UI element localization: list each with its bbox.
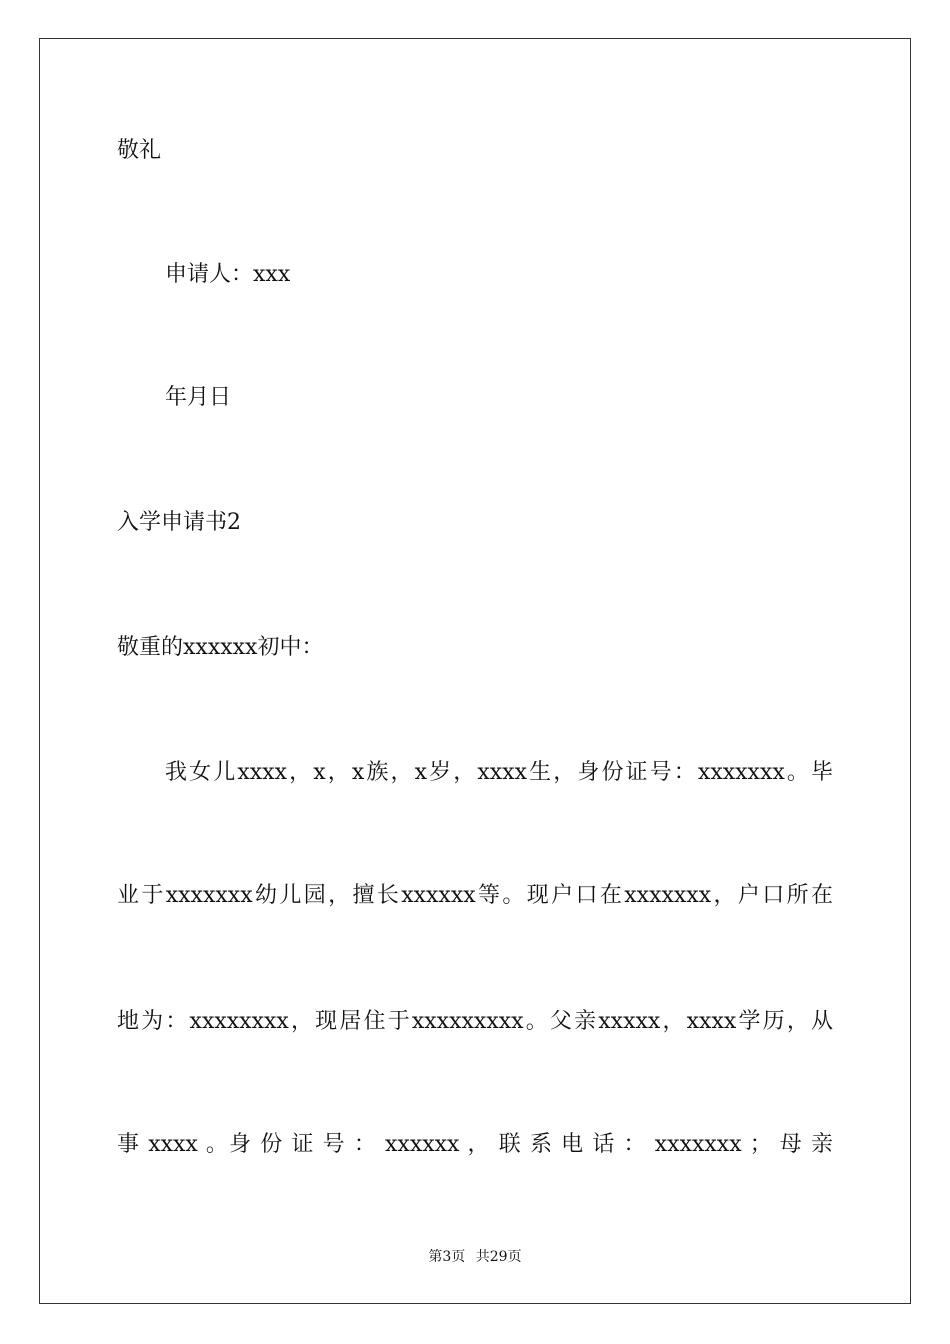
page-total: 共29页 (475, 1249, 522, 1265)
body-line-3: 地为：xxxxxxxx，现居住于xxxxxxxxx。父亲xxxxx，xxxx学历，从 (117, 1009, 833, 1034)
greeting-line: 敬重的xxxxxx初中： (117, 635, 324, 660)
body-line-1: 我女儿xxxx，x，x族，x岁，xxxx生，身份证号：xxxxxxx。毕 (165, 760, 833, 785)
page-footer (0, 1247, 950, 1267)
page-border (39, 38, 911, 1304)
body-line-2: 业于xxxxxxx幼儿园，擅长xxxxxx等。现户口在xxxxxxx，户口所在 (117, 883, 833, 908)
closing-salutation: 敬礼 (117, 138, 162, 163)
page-number: 第3页 (428, 1249, 466, 1265)
section-title: 入学申请书2 (117, 510, 241, 535)
applicant-line: 申请人：xxx (165, 262, 291, 287)
body-line-4: 事 xxxx 。身 份 证 号 ： xxxxxx ， 联 系 电 话 ： xxxxxxx ； 母 亲 (117, 1132, 833, 1157)
date-line: 年月日 (165, 385, 232, 410)
